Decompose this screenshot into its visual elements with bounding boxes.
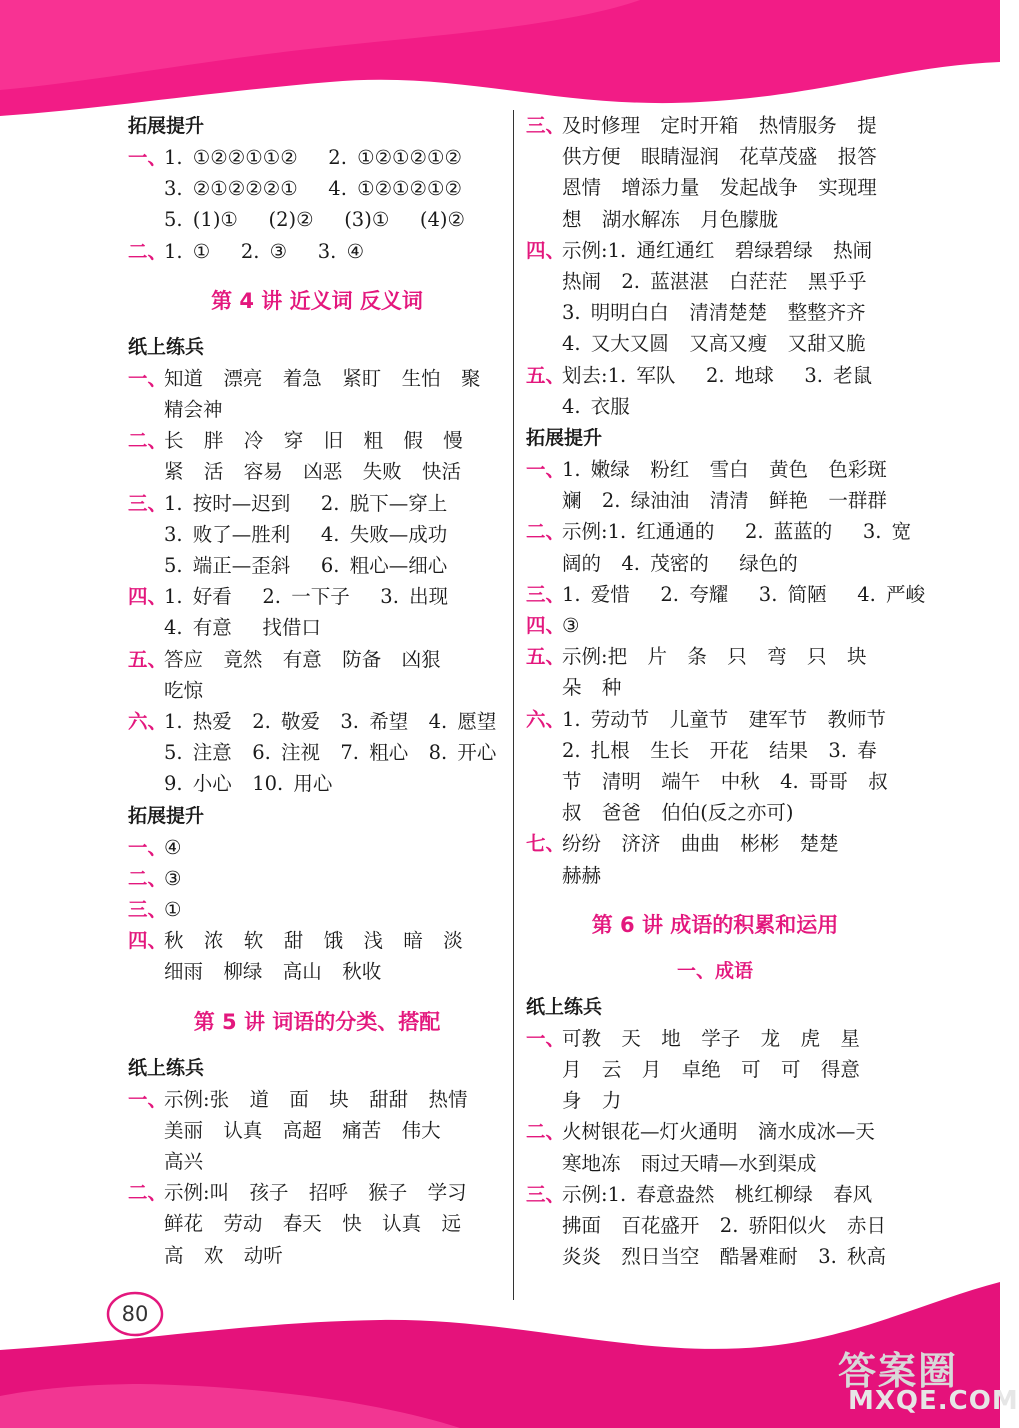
answer-item (526, 1023, 904, 1117)
answer-line: 炎炎 烈日当空 酷暑难耐 3. 秋高 (562, 1245, 886, 1269)
answer-line: 1. 按时—迟到 2. 脱下—穿上 (164, 491, 448, 515)
answer-line: 精会神 (164, 398, 223, 422)
answer-item (128, 832, 506, 863)
left-column (128, 110, 506, 1271)
answer-line: 示例:叫 孩子 招呼 猴子 学习 (164, 1181, 467, 1205)
answer-item (128, 488, 506, 582)
answer-item (526, 1116, 904, 1178)
item-number: 五、 (526, 645, 566, 669)
section-heading: 拓展提升 (526, 427, 603, 450)
answer-line: 9. 小心 10. 用心 (164, 772, 333, 796)
item-number: 三、 (128, 491, 168, 515)
answer-line: ④ (164, 835, 182, 859)
answer-item (128, 581, 506, 643)
answer-line: 2. 扎根 生长 开花 结果 3. 春 (562, 738, 877, 762)
answer-line: 划去:1. 军队 2. 地球 3. 老鼠 (562, 363, 873, 387)
answer-line: 示例:1. 红通通的 2. 蓝蓝的 3. 宽 (562, 520, 912, 544)
answer-line: 5. (1)① (2)② (3)① (4)② (164, 208, 466, 232)
item-number: 一、 (128, 146, 168, 169)
item-number: 三、 (128, 898, 168, 922)
answer-line: 知道 漂亮 着急 紧盯 生怕 聚 (164, 366, 481, 390)
answer-line: 1. 爱惜 2. 夸耀 3. 简陋 4. 严峻 (562, 582, 926, 606)
lesson-title: 第 6 讲 成语的积累和运用 (591, 912, 839, 937)
watermark-logo-text: 答案圈 (838, 1349, 959, 1393)
answer-line: 纷纷 济济 曲曲 彬彬 楚楚 (562, 832, 839, 856)
item-number: 六、 (128, 710, 168, 734)
item-number: 二、 (128, 239, 168, 263)
item-number: 四、 (526, 238, 566, 262)
item-number: 四、 (128, 929, 168, 953)
page-number: 80 (121, 1302, 149, 1326)
answer-line: 寒地冻 雨过天晴—水到渠成 (562, 1151, 817, 1175)
answer-item (128, 1177, 506, 1271)
answer-item (128, 363, 506, 425)
answer-item (128, 236, 506, 267)
item-number: 二、 (128, 1181, 168, 1205)
item-number: 七、 (526, 832, 566, 856)
answer-line: 3. 明明白白 清清楚楚 整整齐齐 (562, 301, 866, 325)
answer-line: 示例:张 道 面 块 甜甜 热情 (164, 1087, 468, 1111)
answer-line: 热闹 2. 蓝湛湛 白茫茫 黑乎乎 (562, 270, 867, 294)
answer-line: 高 欢 动听 (164, 1243, 283, 1267)
section-heading: 纸上练兵 (526, 995, 603, 1018)
answer-line: 1. 嫩绿 粉红 雪白 黄色 色彩斑 (562, 458, 887, 482)
item-number: 三、 (526, 582, 566, 606)
answer-line: 秋 浓 软 甜 饿 浅 暗 淡 (164, 929, 463, 953)
answer-line: 1. 劳动节 儿童节 建军节 教师节 (562, 707, 886, 731)
section-heading: 纸上练兵 (128, 1056, 205, 1079)
item-number: 二、 (526, 1120, 566, 1144)
answer-line: 想 湖水解冻 月色朦胧 (562, 207, 779, 231)
section-heading: 纸上练兵 (128, 335, 205, 358)
answer-line: 答应 竟然 有意 防备 凶狠 (164, 647, 441, 671)
item-number: 四、 (128, 585, 168, 609)
column-divider (513, 110, 514, 1300)
answer-item (526, 235, 904, 360)
answer-line: 1. 热爱 2. 敬爱 3. 希望 4. 愿望 (164, 710, 497, 734)
answer-line: 鲜花 劳动 春天 快 认真 远 (164, 1212, 461, 1236)
answer-line: 朵 种 (562, 676, 622, 700)
item-number: 一、 (526, 458, 566, 482)
answer-item (128, 425, 506, 487)
answer-item (128, 894, 506, 925)
answer-line: 及时修理 定时开箱 热情服务 提 (562, 114, 877, 137)
answer-item (128, 863, 506, 894)
answer-item (128, 644, 506, 706)
answer-item (128, 142, 506, 236)
answer-item (128, 1084, 506, 1178)
answer-item (526, 1179, 904, 1273)
answer-item (128, 706, 506, 800)
answer-item (526, 704, 904, 829)
answer-line: 3. ②①②②②① 4. ①②①②①② (164, 177, 462, 201)
answer-line: 5. 端正—歪斜 6. 粗心—细心 (164, 554, 448, 578)
watermark-url: MXQE.COM (848, 1386, 1019, 1416)
answer-line: 节 清明 端午 中秋 4. 哥哥 叔 (562, 770, 888, 794)
answer-line: 阔的 4. 茂密的 绿色的 (562, 551, 798, 575)
sub-heading: 一、成语 (676, 959, 753, 982)
answer-line: 斓 2. 绿油油 清清 鲜艳 一群群 (562, 489, 887, 513)
item-number: 三、 (526, 114, 566, 137)
right-column (526, 110, 926, 1273)
answer-item (526, 454, 904, 516)
answer-line: 火树银花—灯火通明 滴水成冰—天 (562, 1120, 875, 1144)
answer-item (526, 516, 912, 578)
answer-line: 4. 有意 找借口 (164, 616, 321, 640)
answer-line: 可教 天 地 学子 龙 虎 星 (562, 1026, 860, 1050)
answer-line: 拂面 百花盛开 2. 骄阳似火 赤日 (562, 1214, 886, 1238)
section-heading: 拓展提升 (128, 804, 205, 827)
answer-line: ① (164, 898, 182, 922)
answer-line: ③ (164, 866, 182, 890)
answer-line: 供方便 眼睛湿润 花草茂盛 报答 (562, 145, 877, 169)
answer-line: 长 胖 冷 穿 旧 粗 假 慢 (164, 429, 463, 453)
item-number: 一、 (128, 1087, 168, 1111)
answer-item (526, 110, 904, 235)
answer-line: 1. 好看 2. 一下子 3. 出现 (164, 585, 449, 609)
item-number: 二、 (526, 520, 566, 544)
answer-item (526, 641, 904, 703)
answer-line: 美丽 认真 高超 痛苦 伟大 (164, 1118, 441, 1142)
answer-item (526, 610, 904, 641)
answer-line: 4. 衣服 (562, 394, 630, 418)
answer-item (526, 360, 904, 422)
answer-line: 1. ①②②①①② 2. ①②①②①② (164, 146, 462, 169)
answer-line: 赫赫 (562, 863, 602, 887)
answer-line: 1. ① 2. ③ 3. ④ (164, 239, 365, 263)
answer-line: 紧 活 容易 凶恶 失败 快活 (164, 460, 461, 484)
item-number: 六、 (526, 707, 566, 731)
item-number: 一、 (526, 1026, 566, 1050)
answer-line: 4. 又大又圆 又高又瘦 又甜又脆 (562, 332, 866, 356)
answer-item (526, 579, 926, 610)
answer-line: 3. 败了—胜利 4. 失败—成功 (164, 522, 448, 546)
section-heading: 拓展提升 (128, 115, 205, 137)
item-number: 三、 (526, 1182, 566, 1206)
answer-line: ③ (562, 614, 580, 638)
answer-line: 示例:把 片 条 只 弯 只 块 (562, 645, 867, 669)
answer-item (128, 925, 506, 987)
item-number: 五、 (526, 363, 566, 387)
answer-line: 示例:1. 通红通红 碧绿碧绿 热闹 (562, 238, 873, 262)
item-number: 五、 (128, 647, 168, 671)
answer-line: 高兴 (164, 1150, 204, 1174)
answer-item (526, 828, 904, 890)
answer-line: 月 云 月 卓绝 可 可 得意 (562, 1058, 860, 1082)
item-number: 二、 (128, 866, 168, 890)
answer-line: 吃惊 (164, 678, 204, 702)
item-number: 一、 (128, 835, 168, 859)
item-number: 一、 (128, 366, 168, 390)
item-number: 二、 (128, 429, 168, 453)
answer-line: 身 力 (562, 1089, 622, 1113)
answer-line: 叔 爸爸 伯伯(反之亦可) (562, 801, 794, 825)
answer-line: 恩情 增添力量 发起战争 实现理 (562, 176, 877, 200)
lesson-title: 第 5 讲 词语的分类、搭配 (193, 1009, 441, 1034)
answer-line: 细雨 柳绿 高山 秋收 (164, 960, 382, 984)
item-number: 四、 (526, 614, 566, 638)
answer-line: 5. 注意 6. 注视 7. 粗心 8. 开心 (164, 741, 497, 765)
answer-line: 示例:1. 春意盎然 桃红柳绿 春风 (562, 1182, 873, 1206)
lesson-title: 第 4 讲 近义词 反义词 (211, 288, 423, 313)
